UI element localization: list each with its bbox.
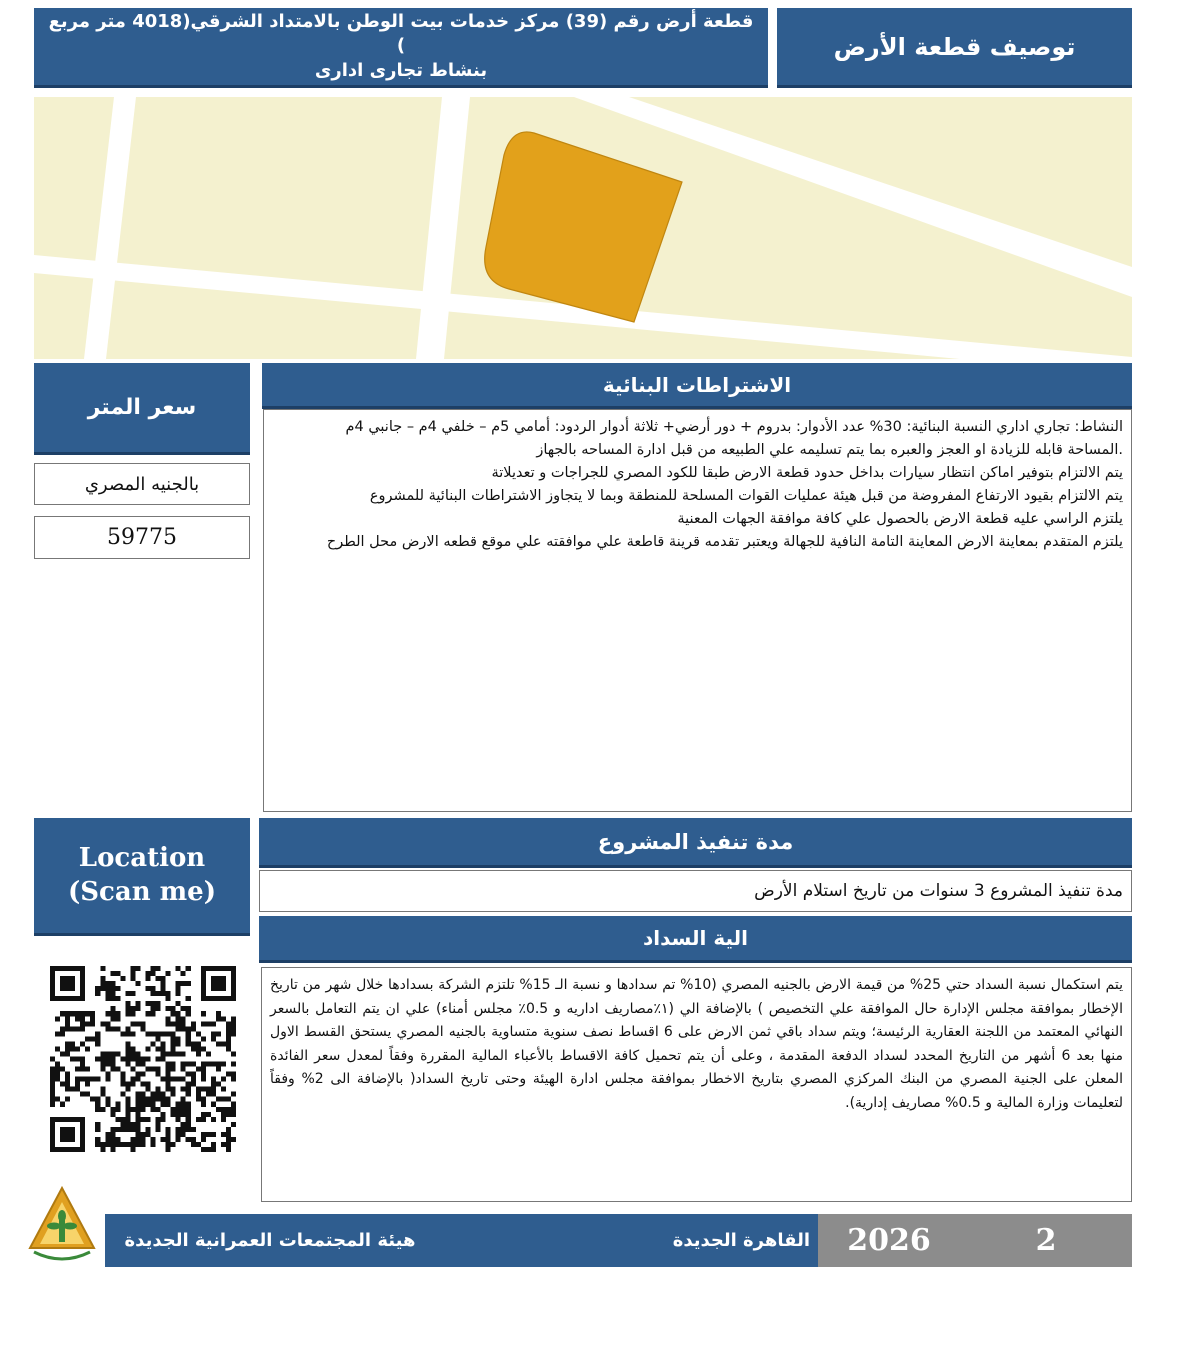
requirement-line: يلتزم الراسي عليه قطعة الارض بالحصول علي كافة موافقة الجهات المعنية [677,511,1123,527]
plot-map-svg [34,97,1132,359]
payment-mechanism-text: يتم استكمال نسبة السداد حتي 25% من قيمة الارض بالجنيه المصري (10% تم سدادها و نسبة الـ 15% تلتزم الشركة بسدادها خلال شهر من تاريخ الإخطار بموافقة مجلس الإدارة حال الموافقة علي التخصيص ) بالإضافة الي (١٪مصاريف اداريه و 0.5٪ مجلس أمناء) علي ان يتم التعامل بالسعر النهائي المعتمد من اللجنة العقارية الرئيسة؛ ويتم سداد باقي ثمن الارض على 6 اقساط نصف سنوية متساوية بالجنيه المصري يستحق القسط الاول منها بعد 6 أشهر من التاريخ المحدد لسداد الدفعة المقدمة ، وعلى أن يتم تحميل كافة الاقساط بالأعباء المالية المقررة وفقاً لمعدل سعر الفائدة المعلن على الجنية المصري من البنك المركزي المصري بتاريخ الاخطار بموافقة مجلس ادارة الهيئة وحتى تاريخ السداد( بالإضافة الى 2% وفقاً لتعليمات وزارة المالية و 0.5% مصاريف إدارية). [261,967,1132,1202]
price-currency: بالجنيه المصري [34,463,250,505]
location-label-line2: (Scan me) [67,876,217,907]
location-label [34,818,250,936]
price-value: 59775 [34,516,250,559]
requirement-line: يتم الالتزام بتوفير اماكن انتظار سيارات بداخل حدود قطعة الارض طبقا للكود المصري للجراجات و تعديلاتة [491,465,1123,481]
nuca-logo-icon [28,1186,96,1266]
footer-city: القاهرة الجديدة [433,1214,818,1267]
requirement-line: يتم الالتزام بقيود الارتفاع المفروضة من قبل هيئة عمليات القوات المسلحة للمنطقة وبما لا يتجاوز الاشتراطات البنائية للمشروع [369,488,1123,504]
project-duration-title: مدة تنفيذ المشروع [259,818,1132,868]
plot-map [34,97,1132,359]
requirement-line: .المساحة قابله للزيادة او العجز والعبره بما يتم تسليمه علي الطبيعه من قبل ادارة المساحه بالجهاز [536,442,1123,458]
requirement-line: يلتزم المتقدم بمعاينة الارض المعاينة التامة النافية للجهالة ويعتبر تقدمه قرينة قاطعة علي موافقته علي موقع قطعه الارض محل الطرح [326,534,1123,550]
location-qr-code[interactable] [50,966,236,1152]
footer-organization: هيئة المجتمعات العمرانية الجديدة [105,1214,435,1267]
footer-year: 2026 [818,1214,960,1267]
location-label-line1: Location [78,842,206,873]
payment-mechanism-title: الية السداد [259,916,1132,963]
plot-description-line1: قطعة أرض رقم (39) مركز خدمات بيت الوطن بالامتداد الشرقي(4018 متر مربع ) [48,11,754,57]
page-number: 2 [960,1214,1132,1267]
plot-description-line2: بنشاط تجارى ادارى [314,59,488,81]
section-title: توصيف قطعة الأرض [777,8,1132,88]
building-requirements-title: الاشتراطات البنائية [262,363,1132,409]
price-per-meter-title: سعر المتر [34,363,250,455]
requirement-line: النشاط: تجاري اداري النسبة البنائية: 30% عدد الأدوار: بدروم + دور أرضي+ ثلاثة أدوار الردود: أمامي 5م – خلفي 4م – جانبي 4م [345,419,1123,435]
building-requirements-body [263,409,1132,812]
project-duration-text: مدة تنفيذ المشروع 3 سنوات من تاريخ استلام الأرض [259,870,1132,912]
plot-description [34,8,768,88]
